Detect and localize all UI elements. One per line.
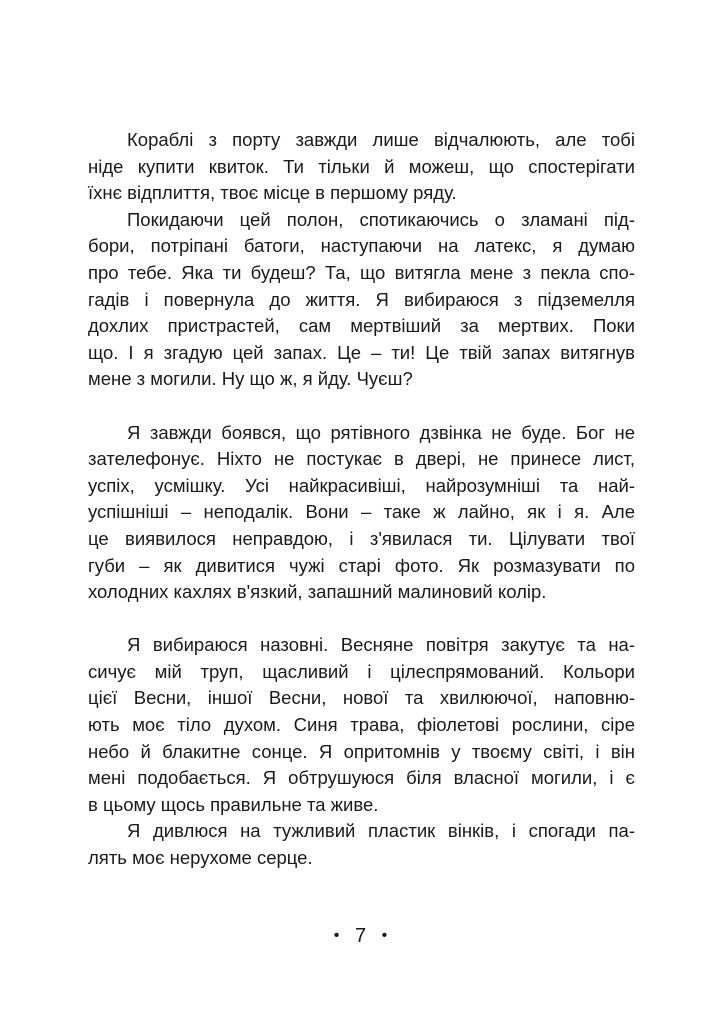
text-line: холодних кахлях в'язкий, запашний малиновий колір.: [88, 581, 547, 603]
paragraph: [88, 127, 635, 207]
page-number-footer: [0, 922, 721, 950]
paragraph: [88, 207, 635, 393]
text-line: сичує мій труп, щасливий і цілеспрямований. Кольори: [88, 660, 635, 682]
text-line: дохлих пристрастей, сам мертвіший за мертвих. Поки: [88, 315, 635, 337]
text-line: їхнє відплиття, твоє місце в першому ряду.: [88, 182, 457, 204]
text-line: мене з могили. Ну що ж, я йду. Чуєш?: [88, 368, 413, 390]
text-line: успішніші – неподалік. Вони – таке ж лайно, як і я. Але: [88, 501, 635, 523]
text-line: Я дивлюся на тужливий пластик вінків, і спогади па-: [127, 820, 635, 842]
text-line: лять моє нерухоме серце.: [88, 847, 313, 869]
text-line: зателефонує. Ніхто не постукає в двері, не принесе лист,: [88, 448, 635, 470]
text-line: що. І я згадую цей запах. Це – ти! Це твій запах витягнув: [88, 341, 635, 363]
text-section: [88, 420, 635, 606]
text-section: [88, 632, 635, 871]
text-line: губи – як дивитися чужі старі фото. Як розмазувати по: [88, 554, 635, 576]
text-line: ніде купити квиток. Ти тільки й можеш, що спостерігати: [88, 155, 635, 177]
section-break: [88, 606, 635, 633]
page-number-bullet-left: •: [333, 927, 340, 944]
page-number-bullet-right: •: [381, 927, 388, 944]
paragraph: [88, 818, 635, 871]
text-section: [88, 127, 635, 393]
text-line: Я вибираюся назовні. Весняне повітря закутує та на-: [127, 634, 635, 656]
text-line: Я завжди боявся, що рятівного дзвінка не буде. Бог не: [127, 421, 635, 443]
text-line: про тебе. Яка ти будеш? Та, що витягла мене з пекла спо-: [88, 261, 635, 283]
paragraph: [88, 632, 635, 818]
text-line: Покидаючи цей полон, спотикаючись о зламані під-: [127, 208, 635, 230]
text-line: успіх, усмішку. Усі найкрасивіші, найрозумніші та най-: [88, 474, 635, 496]
text-line: цієї Весни, іншої Весни, нової та хвилюючої, наповню-: [88, 687, 635, 709]
text-line: ють моє тіло духом. Синя трава, фіолетові рослини, сіре: [88, 714, 635, 736]
text-line: гадів і повернула до життя. Я вибираюся з підземелля: [88, 288, 635, 310]
section-break: [88, 393, 635, 420]
text-line: бори, потріпані батоги, наступаючи на латекс, я думаю: [88, 235, 635, 257]
text-line: небо й блакитне сонце. Я опритомнів у твоєму світі, і він: [88, 740, 635, 762]
text-line: це виявилося неправдою, і з'явилася ти. Цілувати твої: [88, 527, 635, 549]
page-number: 7: [354, 925, 367, 947]
text-line: Кораблі з порту завжди лише відчалюють, але тобі: [127, 129, 635, 150]
text-line: в цьому щось правильне та живе.: [88, 793, 379, 815]
page-body: [88, 127, 635, 872]
paragraph: [88, 420, 635, 606]
text-line: мені подобається. Я обтрушуюся біля власної могили, і є: [88, 767, 635, 789]
